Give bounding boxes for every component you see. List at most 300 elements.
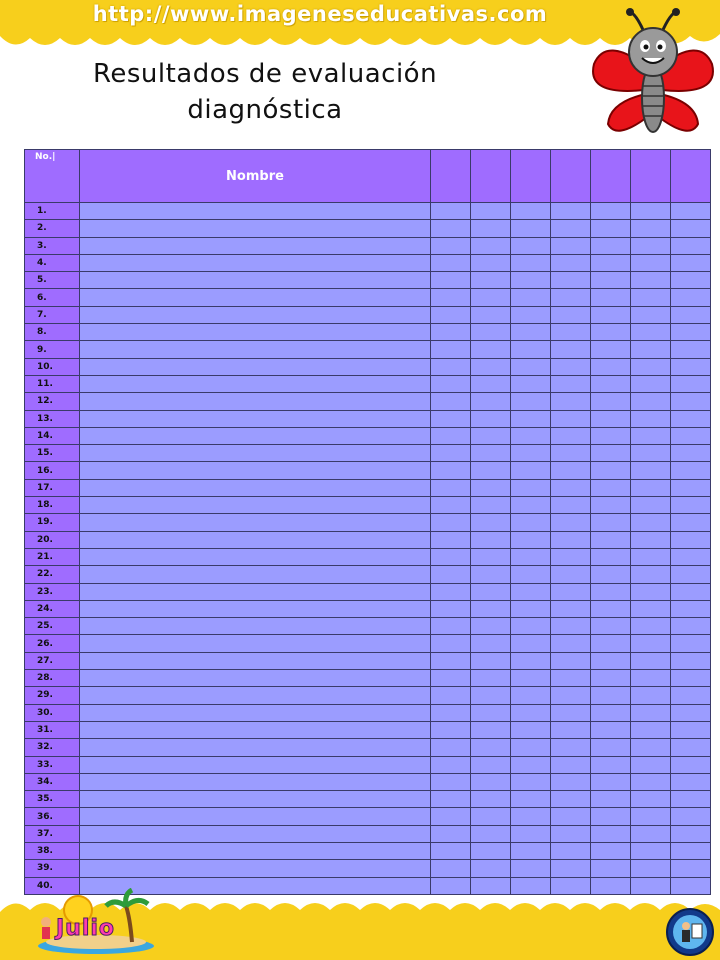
score-cell[interactable] xyxy=(671,808,711,825)
score-cell[interactable] xyxy=(431,341,471,358)
score-cell[interactable] xyxy=(431,427,471,444)
score-cell[interactable] xyxy=(671,306,711,323)
score-cell[interactable] xyxy=(631,860,671,877)
name-cell[interactable] xyxy=(80,704,431,721)
score-cell[interactable] xyxy=(671,324,711,341)
score-cell[interactable] xyxy=(511,825,551,842)
name-cell[interactable] xyxy=(80,842,431,859)
score-cell[interactable] xyxy=(631,721,671,738)
score-cell[interactable] xyxy=(591,306,631,323)
score-cell[interactable] xyxy=(431,203,471,220)
score-cell[interactable] xyxy=(551,203,591,220)
score-cell[interactable] xyxy=(551,341,591,358)
score-cell[interactable] xyxy=(471,427,511,444)
score-cell[interactable] xyxy=(671,479,711,496)
score-cell[interactable] xyxy=(431,272,471,289)
score-cell[interactable] xyxy=(471,324,511,341)
score-cell[interactable] xyxy=(631,427,671,444)
score-cell[interactable] xyxy=(591,704,631,721)
score-cell[interactable] xyxy=(511,306,551,323)
score-cell[interactable] xyxy=(471,618,511,635)
score-cell[interactable] xyxy=(671,721,711,738)
score-cell[interactable] xyxy=(591,721,631,738)
score-cell[interactable] xyxy=(551,427,591,444)
score-cell[interactable] xyxy=(431,358,471,375)
score-cell[interactable] xyxy=(471,462,511,479)
score-cell[interactable] xyxy=(471,341,511,358)
score-cell[interactable] xyxy=(591,687,631,704)
name-cell[interactable] xyxy=(80,739,431,756)
score-cell[interactable] xyxy=(551,791,591,808)
score-cell[interactable] xyxy=(551,618,591,635)
score-cell[interactable] xyxy=(551,739,591,756)
score-cell[interactable] xyxy=(431,531,471,548)
score-cell[interactable] xyxy=(511,531,551,548)
name-cell[interactable] xyxy=(80,220,431,237)
score-cell[interactable] xyxy=(551,375,591,392)
score-cell[interactable] xyxy=(631,220,671,237)
score-cell[interactable] xyxy=(511,203,551,220)
score-cell[interactable] xyxy=(431,687,471,704)
score-cell[interactable] xyxy=(671,670,711,687)
score-cell[interactable] xyxy=(431,410,471,427)
score-cell[interactable] xyxy=(671,704,711,721)
score-cell[interactable] xyxy=(671,652,711,669)
score-cell[interactable] xyxy=(631,704,671,721)
score-cell[interactable] xyxy=(551,825,591,842)
name-cell[interactable] xyxy=(80,825,431,842)
score-cell[interactable] xyxy=(551,237,591,254)
score-cell[interactable] xyxy=(551,462,591,479)
score-cell[interactable] xyxy=(671,393,711,410)
website-url[interactable]: http://www.imageneseducativas.com xyxy=(92,2,548,26)
score-cell[interactable] xyxy=(471,825,511,842)
score-cell[interactable] xyxy=(431,566,471,583)
name-cell[interactable] xyxy=(80,375,431,392)
score-cell[interactable] xyxy=(471,393,511,410)
score-cell[interactable] xyxy=(551,306,591,323)
score-cell[interactable] xyxy=(431,652,471,669)
score-cell[interactable] xyxy=(431,618,471,635)
score-cell[interactable] xyxy=(431,583,471,600)
score-cell[interactable] xyxy=(511,860,551,877)
score-cell[interactable] xyxy=(551,254,591,271)
name-cell[interactable] xyxy=(80,860,431,877)
score-cell[interactable] xyxy=(471,358,511,375)
score-cell[interactable] xyxy=(431,220,471,237)
score-cell[interactable] xyxy=(671,756,711,773)
score-cell[interactable] xyxy=(591,445,631,462)
score-cell[interactable] xyxy=(431,375,471,392)
score-cell[interactable] xyxy=(551,704,591,721)
score-cell[interactable] xyxy=(591,254,631,271)
score-cell[interactable] xyxy=(591,825,631,842)
score-cell[interactable] xyxy=(671,566,711,583)
name-cell[interactable] xyxy=(80,791,431,808)
score-cell[interactable] xyxy=(471,670,511,687)
score-cell[interactable] xyxy=(671,531,711,548)
score-cell[interactable] xyxy=(591,756,631,773)
name-cell[interactable] xyxy=(80,548,431,565)
score-cell[interactable] xyxy=(551,773,591,790)
score-cell[interactable] xyxy=(591,739,631,756)
score-cell[interactable] xyxy=(431,445,471,462)
score-cell[interactable] xyxy=(551,670,591,687)
score-cell[interactable] xyxy=(551,445,591,462)
score-cell[interactable] xyxy=(591,479,631,496)
score-cell[interactable] xyxy=(511,687,551,704)
score-cell[interactable] xyxy=(551,358,591,375)
score-cell[interactable] xyxy=(511,566,551,583)
score-cell[interactable] xyxy=(551,410,591,427)
score-cell[interactable] xyxy=(511,756,551,773)
name-cell[interactable] xyxy=(80,531,431,548)
score-cell[interactable] xyxy=(471,773,511,790)
score-cell[interactable] xyxy=(431,306,471,323)
score-cell[interactable] xyxy=(471,272,511,289)
score-cell[interactable] xyxy=(471,514,511,531)
score-cell[interactable] xyxy=(671,427,711,444)
name-cell[interactable] xyxy=(80,600,431,617)
score-cell[interactable] xyxy=(471,652,511,669)
score-cell[interactable] xyxy=(551,479,591,496)
score-cell[interactable] xyxy=(591,635,631,652)
score-cell[interactable] xyxy=(631,393,671,410)
score-cell[interactable] xyxy=(511,739,551,756)
score-cell[interactable] xyxy=(551,514,591,531)
score-cell[interactable] xyxy=(471,497,511,514)
score-cell[interactable] xyxy=(631,687,671,704)
score-cell[interactable] xyxy=(471,704,511,721)
score-cell[interactable] xyxy=(631,583,671,600)
score-cell[interactable] xyxy=(551,756,591,773)
score-cell[interactable] xyxy=(591,410,631,427)
score-cell[interactable] xyxy=(551,272,591,289)
name-cell[interactable] xyxy=(80,652,431,669)
score-cell[interactable] xyxy=(511,583,551,600)
score-cell[interactable] xyxy=(671,358,711,375)
score-cell[interactable] xyxy=(471,635,511,652)
score-cell[interactable] xyxy=(511,341,551,358)
score-cell[interactable] xyxy=(591,618,631,635)
score-cell[interactable] xyxy=(471,808,511,825)
score-cell[interactable] xyxy=(551,393,591,410)
score-cell[interactable] xyxy=(631,289,671,306)
score-cell[interactable] xyxy=(631,773,671,790)
name-cell[interactable] xyxy=(80,687,431,704)
score-cell[interactable] xyxy=(671,825,711,842)
score-cell[interactable] xyxy=(551,687,591,704)
score-cell[interactable] xyxy=(631,272,671,289)
score-cell[interactable] xyxy=(631,566,671,583)
score-cell[interactable] xyxy=(551,842,591,859)
score-cell[interactable] xyxy=(551,860,591,877)
score-cell[interactable] xyxy=(471,289,511,306)
score-cell[interactable] xyxy=(551,324,591,341)
score-cell[interactable] xyxy=(511,254,551,271)
score-cell[interactable] xyxy=(431,237,471,254)
score-cell[interactable] xyxy=(511,652,551,669)
score-cell[interactable] xyxy=(551,600,591,617)
score-cell[interactable] xyxy=(671,272,711,289)
score-cell[interactable] xyxy=(551,808,591,825)
score-cell[interactable] xyxy=(591,842,631,859)
score-cell[interactable] xyxy=(511,670,551,687)
score-cell[interactable] xyxy=(471,721,511,738)
score-cell[interactable] xyxy=(671,773,711,790)
name-cell[interactable] xyxy=(80,514,431,531)
score-cell[interactable] xyxy=(591,548,631,565)
score-cell[interactable] xyxy=(511,410,551,427)
score-cell[interactable] xyxy=(631,324,671,341)
score-cell[interactable] xyxy=(631,618,671,635)
score-cell[interactable] xyxy=(671,842,711,859)
score-cell[interactable] xyxy=(631,306,671,323)
score-cell[interactable] xyxy=(671,220,711,237)
score-cell[interactable] xyxy=(511,514,551,531)
score-cell[interactable] xyxy=(511,358,551,375)
score-cell[interactable] xyxy=(471,739,511,756)
name-cell[interactable] xyxy=(80,618,431,635)
score-cell[interactable] xyxy=(431,393,471,410)
score-cell[interactable] xyxy=(511,479,551,496)
score-cell[interactable] xyxy=(511,635,551,652)
score-cell[interactable] xyxy=(631,203,671,220)
score-cell[interactable] xyxy=(511,375,551,392)
score-cell[interactable] xyxy=(631,548,671,565)
score-cell[interactable] xyxy=(511,497,551,514)
score-cell[interactable] xyxy=(511,808,551,825)
score-cell[interactable] xyxy=(631,341,671,358)
score-cell[interactable] xyxy=(431,324,471,341)
score-cell[interactable] xyxy=(511,721,551,738)
name-cell[interactable] xyxy=(80,203,431,220)
score-cell[interactable] xyxy=(671,600,711,617)
score-cell[interactable] xyxy=(591,375,631,392)
name-cell[interactable] xyxy=(80,479,431,496)
score-cell[interactable] xyxy=(431,704,471,721)
score-cell[interactable] xyxy=(631,237,671,254)
score-cell[interactable] xyxy=(591,272,631,289)
score-cell[interactable] xyxy=(671,739,711,756)
score-cell[interactable] xyxy=(511,393,551,410)
score-cell[interactable] xyxy=(511,237,551,254)
score-cell[interactable] xyxy=(551,721,591,738)
score-cell[interactable] xyxy=(551,566,591,583)
score-cell[interactable] xyxy=(591,808,631,825)
score-cell[interactable] xyxy=(551,220,591,237)
name-cell[interactable] xyxy=(80,272,431,289)
score-cell[interactable] xyxy=(431,825,471,842)
name-cell[interactable] xyxy=(80,462,431,479)
score-cell[interactable] xyxy=(431,462,471,479)
score-cell[interactable] xyxy=(471,220,511,237)
score-cell[interactable] xyxy=(671,514,711,531)
score-cell[interactable] xyxy=(431,791,471,808)
name-cell[interactable] xyxy=(80,341,431,358)
score-cell[interactable] xyxy=(551,531,591,548)
score-cell[interactable] xyxy=(631,375,671,392)
score-cell[interactable] xyxy=(471,566,511,583)
score-cell[interactable] xyxy=(471,410,511,427)
score-cell[interactable] xyxy=(551,583,591,600)
score-cell[interactable] xyxy=(631,531,671,548)
score-cell[interactable] xyxy=(511,618,551,635)
score-cell[interactable] xyxy=(511,600,551,617)
score-cell[interactable] xyxy=(511,704,551,721)
score-cell[interactable] xyxy=(471,842,511,859)
score-cell[interactable] xyxy=(591,670,631,687)
score-cell[interactable] xyxy=(591,791,631,808)
score-cell[interactable] xyxy=(431,808,471,825)
score-cell[interactable] xyxy=(671,375,711,392)
score-cell[interactable] xyxy=(511,548,551,565)
score-cell[interactable] xyxy=(631,808,671,825)
score-cell[interactable] xyxy=(551,548,591,565)
name-cell[interactable] xyxy=(80,393,431,410)
score-cell[interactable] xyxy=(471,237,511,254)
score-cell[interactable] xyxy=(591,652,631,669)
score-cell[interactable] xyxy=(551,652,591,669)
score-cell[interactable] xyxy=(471,791,511,808)
score-cell[interactable] xyxy=(631,410,671,427)
score-cell[interactable] xyxy=(591,773,631,790)
score-cell[interactable] xyxy=(471,203,511,220)
name-cell[interactable] xyxy=(80,427,431,444)
score-cell[interactable] xyxy=(471,860,511,877)
score-cell[interactable] xyxy=(431,739,471,756)
score-cell[interactable] xyxy=(471,600,511,617)
score-cell[interactable] xyxy=(671,462,711,479)
name-cell[interactable] xyxy=(80,721,431,738)
score-cell[interactable] xyxy=(591,203,631,220)
name-cell[interactable] xyxy=(80,254,431,271)
score-cell[interactable] xyxy=(671,583,711,600)
score-cell[interactable] xyxy=(431,721,471,738)
score-cell[interactable] xyxy=(511,289,551,306)
score-cell[interactable] xyxy=(431,635,471,652)
score-cell[interactable] xyxy=(631,739,671,756)
score-cell[interactable] xyxy=(471,479,511,496)
score-cell[interactable] xyxy=(591,289,631,306)
score-cell[interactable] xyxy=(511,462,551,479)
score-cell[interactable] xyxy=(591,393,631,410)
score-cell[interactable] xyxy=(471,445,511,462)
score-cell[interactable] xyxy=(591,583,631,600)
name-cell[interactable] xyxy=(80,358,431,375)
score-cell[interactable] xyxy=(631,358,671,375)
name-cell[interactable] xyxy=(80,808,431,825)
score-cell[interactable] xyxy=(671,791,711,808)
score-cell[interactable] xyxy=(631,462,671,479)
score-cell[interactable] xyxy=(671,410,711,427)
score-cell[interactable] xyxy=(471,548,511,565)
score-cell[interactable] xyxy=(671,497,711,514)
score-cell[interactable] xyxy=(431,514,471,531)
score-cell[interactable] xyxy=(591,497,631,514)
score-cell[interactable] xyxy=(431,600,471,617)
name-cell[interactable] xyxy=(80,497,431,514)
score-cell[interactable] xyxy=(591,237,631,254)
score-cell[interactable] xyxy=(431,479,471,496)
score-cell[interactable] xyxy=(631,842,671,859)
score-cell[interactable] xyxy=(631,514,671,531)
score-cell[interactable] xyxy=(591,462,631,479)
score-cell[interactable] xyxy=(511,220,551,237)
score-cell[interactable] xyxy=(631,825,671,842)
score-cell[interactable] xyxy=(471,375,511,392)
score-cell[interactable] xyxy=(591,600,631,617)
score-cell[interactable] xyxy=(511,773,551,790)
score-cell[interactable] xyxy=(471,756,511,773)
name-cell[interactable] xyxy=(80,410,431,427)
score-cell[interactable] xyxy=(431,860,471,877)
score-cell[interactable] xyxy=(591,514,631,531)
score-cell[interactable] xyxy=(431,773,471,790)
name-cell[interactable] xyxy=(80,773,431,790)
score-cell[interactable] xyxy=(591,531,631,548)
score-cell[interactable] xyxy=(631,652,671,669)
score-cell[interactable] xyxy=(671,445,711,462)
score-cell[interactable] xyxy=(631,497,671,514)
score-cell[interactable] xyxy=(631,670,671,687)
score-cell[interactable] xyxy=(511,791,551,808)
score-cell[interactable] xyxy=(431,670,471,687)
score-cell[interactable] xyxy=(671,203,711,220)
score-cell[interactable] xyxy=(591,358,631,375)
score-cell[interactable] xyxy=(511,445,551,462)
name-cell[interactable] xyxy=(80,237,431,254)
score-cell[interactable] xyxy=(511,842,551,859)
score-cell[interactable] xyxy=(671,618,711,635)
name-cell[interactable] xyxy=(80,324,431,341)
score-cell[interactable] xyxy=(471,687,511,704)
score-cell[interactable] xyxy=(591,341,631,358)
score-cell[interactable] xyxy=(671,860,711,877)
score-cell[interactable] xyxy=(631,254,671,271)
score-cell[interactable] xyxy=(431,254,471,271)
score-cell[interactable] xyxy=(431,756,471,773)
score-cell[interactable] xyxy=(671,289,711,306)
score-cell[interactable] xyxy=(591,427,631,444)
score-cell[interactable] xyxy=(631,756,671,773)
score-cell[interactable] xyxy=(471,583,511,600)
name-cell[interactable] xyxy=(80,306,431,323)
score-cell[interactable] xyxy=(631,635,671,652)
score-cell[interactable] xyxy=(671,237,711,254)
score-cell[interactable] xyxy=(551,497,591,514)
score-cell[interactable] xyxy=(671,687,711,704)
name-cell[interactable] xyxy=(80,635,431,652)
score-cell[interactable] xyxy=(591,566,631,583)
score-cell[interactable] xyxy=(511,324,551,341)
score-cell[interactable] xyxy=(671,635,711,652)
score-cell[interactable] xyxy=(431,289,471,306)
score-cell[interactable] xyxy=(671,254,711,271)
name-cell[interactable] xyxy=(80,289,431,306)
score-cell[interactable] xyxy=(591,324,631,341)
score-cell[interactable] xyxy=(431,497,471,514)
score-cell[interactable] xyxy=(631,791,671,808)
score-cell[interactable] xyxy=(671,548,711,565)
score-cell[interactable] xyxy=(431,842,471,859)
score-cell[interactable] xyxy=(631,600,671,617)
score-cell[interactable] xyxy=(511,272,551,289)
score-cell[interactable] xyxy=(551,289,591,306)
score-cell[interactable] xyxy=(551,635,591,652)
score-cell[interactable] xyxy=(471,306,511,323)
score-cell[interactable] xyxy=(631,479,671,496)
